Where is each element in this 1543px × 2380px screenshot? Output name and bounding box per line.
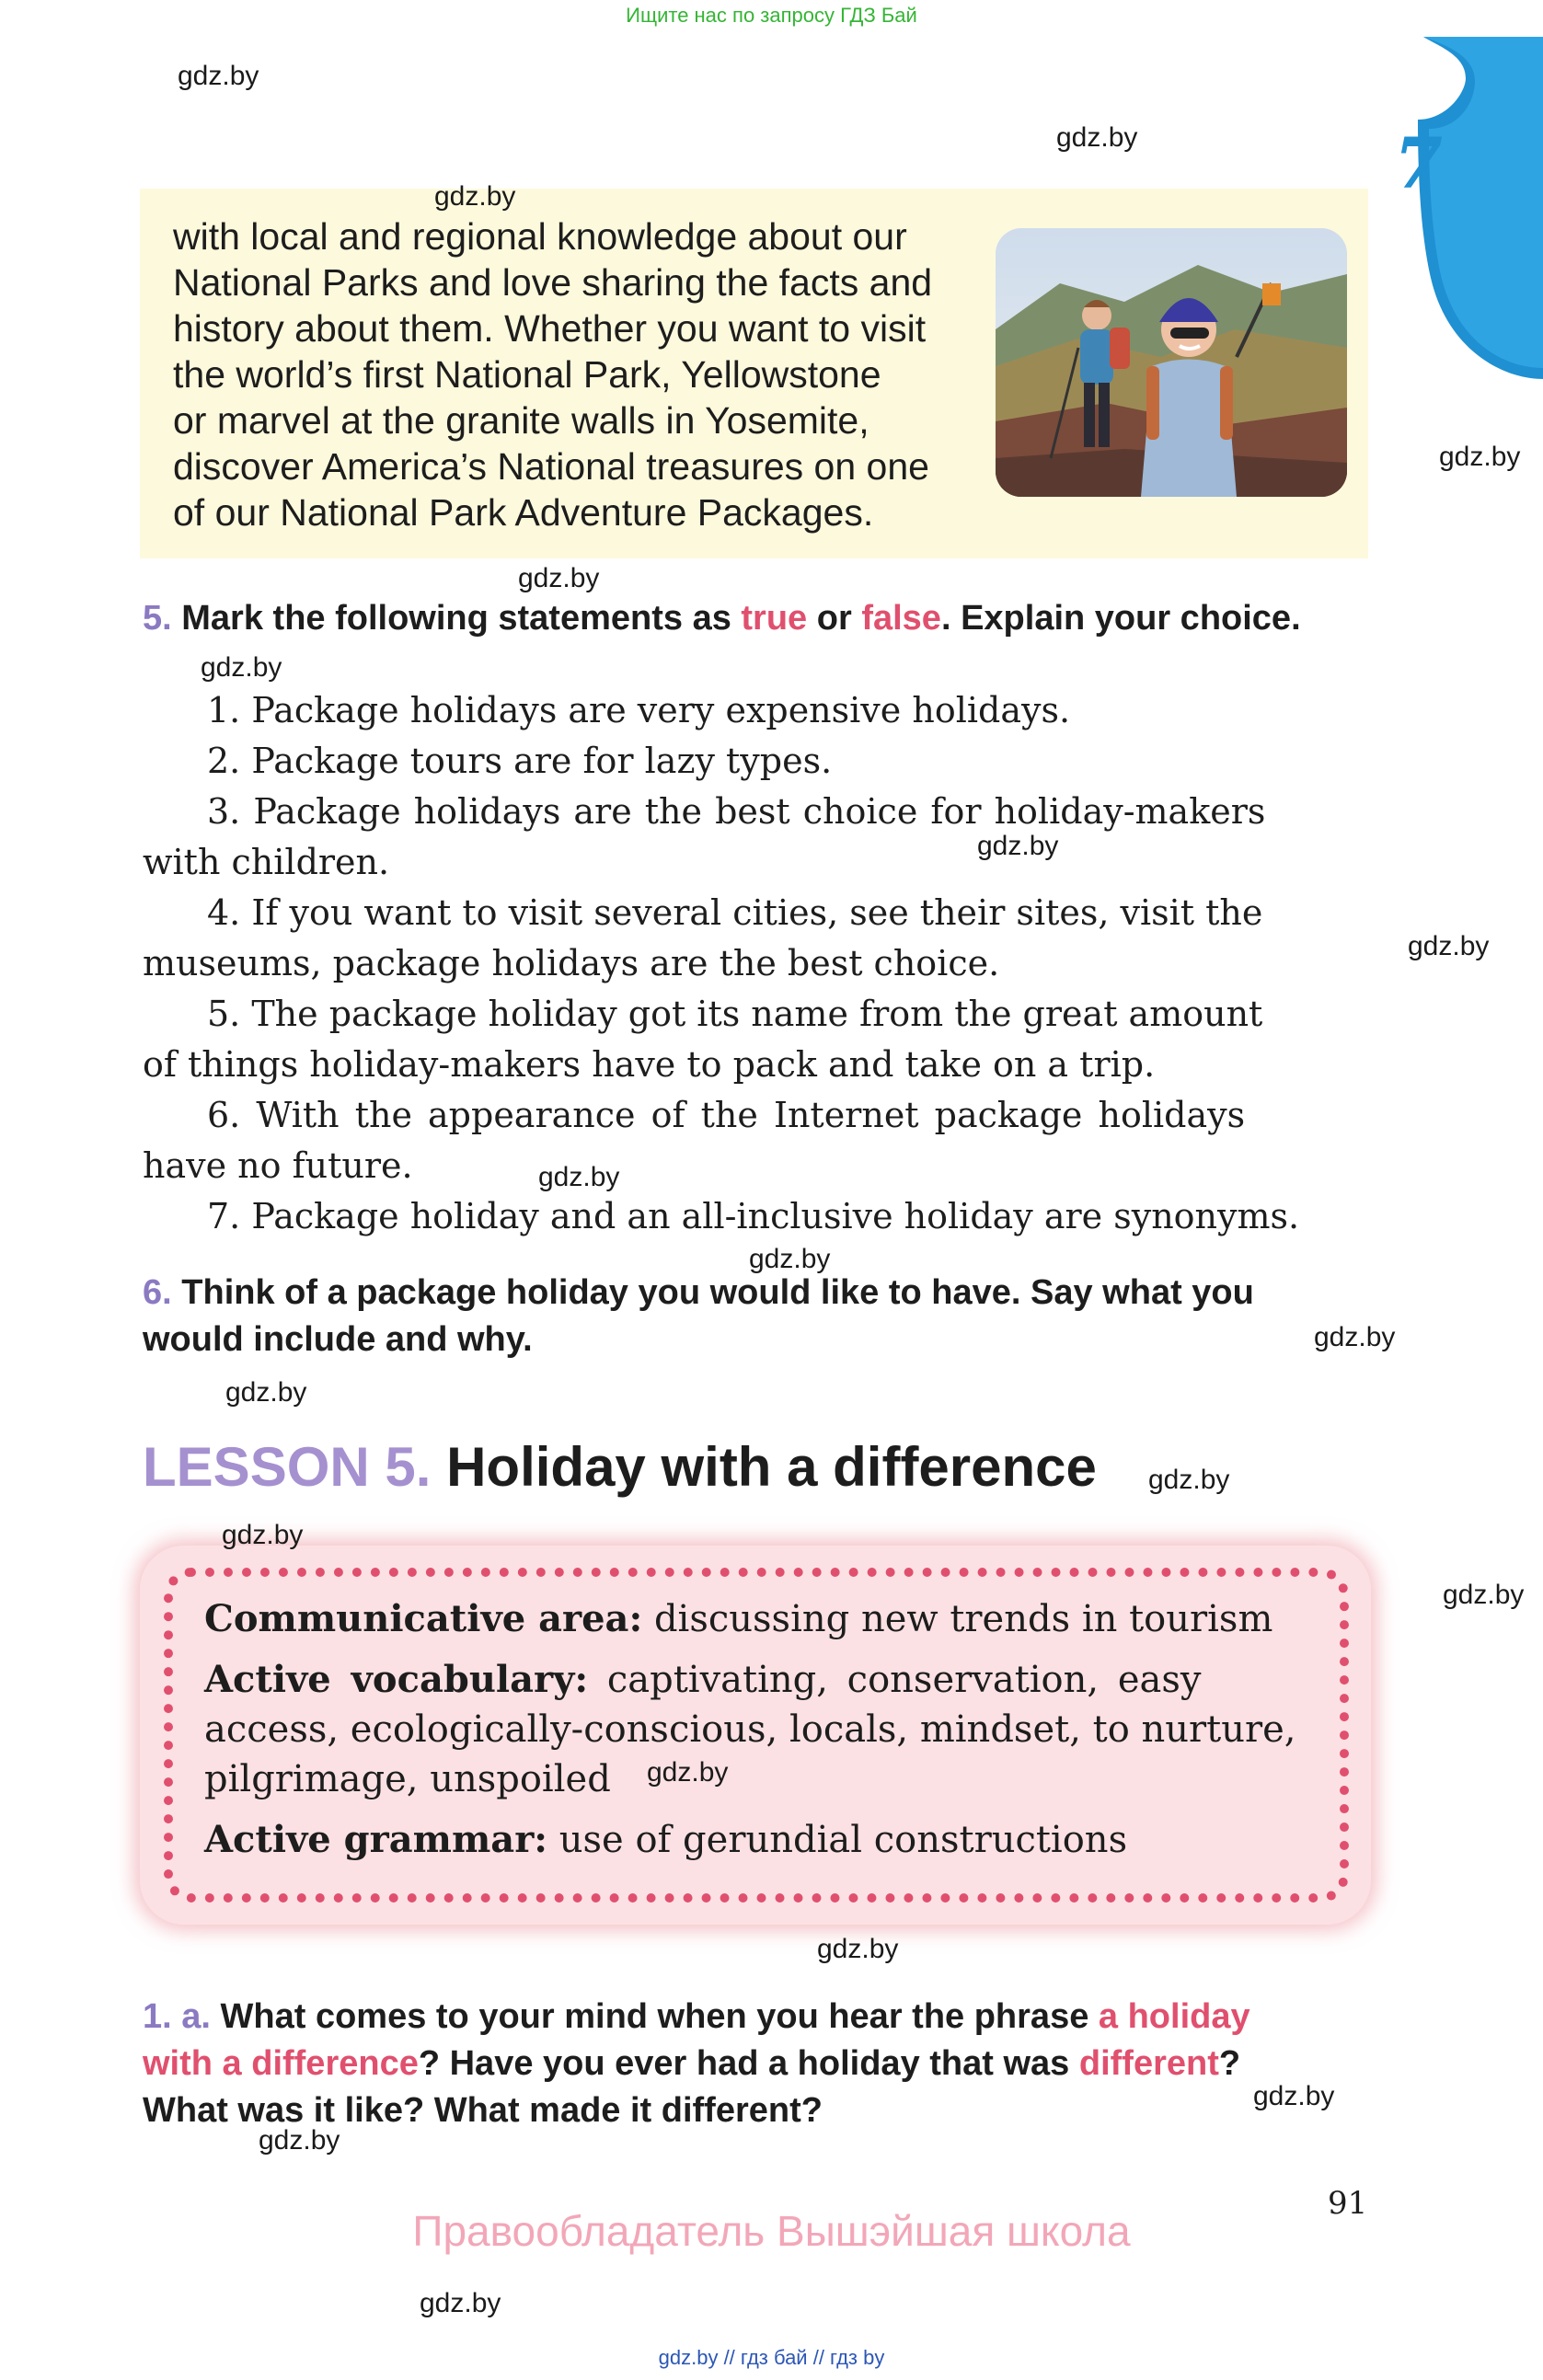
keyword-true: true <box>741 599 808 638</box>
watermark: gdz.by <box>434 181 516 212</box>
active-vocabulary-text-2: access, ecologically-conscious, locals, mindset, to nurture, <box>204 1708 1296 1751</box>
intro-text <box>173 213 973 535</box>
chapter-tab <box>1411 37 1543 379</box>
intro-line: or marvel at the granite walls in Yosemite, <box>173 399 869 442</box>
task-6-line-1: Think of a package holiday you would like to have. Say what you <box>181 1273 1254 1312</box>
statement: 1. Package holidays are very expensive holidays. <box>207 690 1071 730</box>
watermark: gdz.by <box>977 831 1059 861</box>
task-5-number: 5. <box>143 599 172 638</box>
intro-line: the world’s first National Park, Yellowstone <box>173 353 881 396</box>
statement: 7. Package holiday and an all-inclusive holiday are synonyms. <box>207 1196 1300 1236</box>
task-6-instruction <box>143 1270 1254 1363</box>
watermark: gdz.by <box>1314 1322 1396 1352</box>
statement: 5. The package holiday got its name from the great amount <box>207 994 1263 1034</box>
task-5-or: or <box>816 599 852 638</box>
active-vocabulary-text-1: captivating, conservation, easy <box>606 1659 1202 1701</box>
task-1a-text-1: What comes to your mind when you hear the phrase <box>220 1997 1089 2036</box>
watermark: gdz.by <box>1148 1465 1230 1495</box>
watermark: gdz.by <box>1443 1580 1525 1610</box>
hikers-photo <box>996 228 1347 497</box>
statements-list <box>143 685 1369 1242</box>
active-grammar-label: Active grammar: <box>204 1818 548 1861</box>
page-number: 91 <box>1328 2185 1368 2222</box>
active-grammar-text: use of gerundial constructions <box>558 1819 1128 1861</box>
intro-line: discover America’s National treasures on one <box>173 445 929 488</box>
intro-line: with local and regional knowledge about our <box>173 215 907 258</box>
task-1a-text-4: What was it like? What made it different? <box>143 2091 823 2130</box>
watermark: gdz.by <box>1056 122 1138 153</box>
statement: 6. With the appearance of the Internet package holidays <box>207 1095 1246 1135</box>
statement: 3. Package holidays are the best choice for holiday-makers <box>207 791 1266 832</box>
phrase-a-holiday: a holiday <box>1098 1997 1250 2036</box>
lesson-label: LESSON 5. <box>143 1436 432 1498</box>
intro-line: National Parks and love sharing the facts and <box>173 261 933 304</box>
task-5-instruction <box>143 595 1301 642</box>
task-1a-text-2: ? Have you ever had a holiday that was <box>418 2044 1070 2083</box>
chapter-number: 7 <box>1394 122 1443 204</box>
word-different: different <box>1078 2044 1219 2083</box>
watermark: gdz.by <box>647 1757 729 1788</box>
watermark: gdz.by <box>222 1520 304 1550</box>
keyword-false: false <box>861 599 941 638</box>
watermark: gdz.by <box>178 61 259 91</box>
communicative-area-text: discussing new trends in tourism <box>653 1598 1273 1640</box>
watermark: gdz.by <box>259 2125 340 2156</box>
copyright-holder: Правообладатель Вышэйшая школа <box>412 2207 1131 2255</box>
watermark: gdz.by <box>225 1377 307 1408</box>
lesson-title: Holiday with a difference <box>446 1436 1097 1498</box>
watermark: gdz.by <box>518 563 600 593</box>
statement: 2. Package tours are for lazy types. <box>207 741 833 781</box>
phrase-with-a-difference: with a difference <box>143 2044 419 2083</box>
statement-continuation: of things holiday-makers have to pack and take on a trip. <box>143 1044 1156 1085</box>
watermark: gdz.by <box>749 1244 831 1274</box>
task-6-line-2: would include and why. <box>143 1320 533 1359</box>
active-vocabulary-text-3: pilgrimage, unspoiled <box>204 1758 611 1800</box>
statement-continuation: with children. <box>143 842 390 882</box>
task-1a-instruction <box>143 1994 1250 2134</box>
statement-continuation: museums, package holidays are the best choice. <box>143 943 1000 983</box>
statement-continuation: have no future. <box>143 1145 413 1186</box>
task-1a-number: 1. a. <box>143 1997 211 2036</box>
active-vocabulary-label: Active vocabulary: <box>204 1658 589 1701</box>
watermark: gdz.by <box>1253 2081 1335 2111</box>
task-5-text-a: Mark the following statements as <box>181 599 731 638</box>
lesson-heading <box>143 1431 1097 1504</box>
top-banner: Ищите нас по запросу ГДЗ Бай <box>626 4 917 27</box>
watermark: gdz.by <box>1408 931 1490 961</box>
watermark: gdz.by <box>538 1162 620 1192</box>
statement: 4. If you want to visit several cities, see their sites, visit the <box>207 892 1263 933</box>
task-6-number: 6. <box>143 1273 172 1312</box>
watermark: gdz.by <box>201 652 282 683</box>
watermark: gdz.by <box>817 1934 899 1964</box>
intro-line: history about them. Whether you want to visit <box>173 307 927 350</box>
watermark: gdz.by <box>420 2288 501 2318</box>
intro-line: of our National Park Adventure Packages. <box>173 491 874 534</box>
task-5-text-b: . Explain your choice. <box>940 599 1301 638</box>
watermark: gdz.by <box>1439 442 1521 472</box>
lesson-objectives <box>204 1594 1345 1865</box>
footer-links: gdz.by // гдз бай // гдз by <box>658 2346 885 2369</box>
task-1a-text-3: ? <box>1218 2044 1241 2083</box>
communicative-area-label: Communicative area: <box>204 1597 643 1640</box>
